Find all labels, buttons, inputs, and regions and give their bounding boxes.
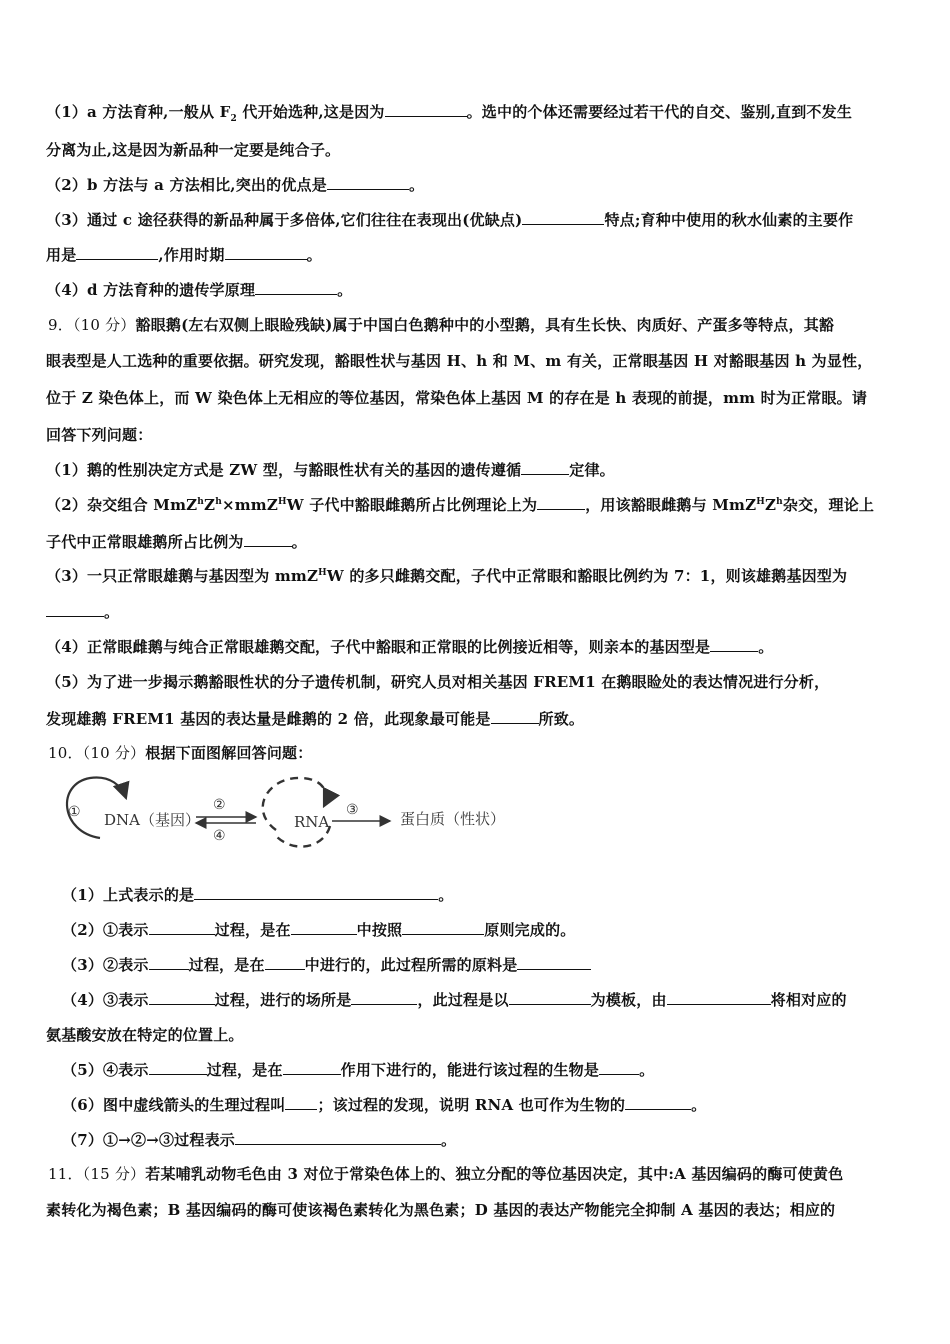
answer-blank — [265, 955, 305, 970]
answer-blank — [625, 1095, 691, 1110]
q9-part2-line1: （2）杂交组合 $MmZ^hZ^h\times mmZ^HW$ 子代中豁眼雌鹅所占比例理论上为 ，用该豁眼雌鹅与 $MmZ^HZ^h$杂交，理论上 — [46, 496, 875, 514]
q9-stem-line2: 眼表型是人工选种的重要依据。研究发现，豁眼性状与基因 H、h 和 M、m 有关，正常眼基因 H 对豁眼基因 h 为显性， — [46, 352, 873, 370]
q9-part3-line1: （3）一只正常眼雄鹅与基因型为 mmZ$^H$W 的多只雌鹅交配，子代中正常眼和豁眼比例约为 7：1，则该雄鹅基因型为 — [46, 567, 848, 585]
answer-blank — [537, 495, 585, 510]
answer-blank — [509, 990, 591, 1005]
answer-blank — [385, 102, 467, 117]
label-2: ② — [213, 797, 226, 813]
q10-part7: （7）①→②→③过程表示 。 — [62, 1131, 457, 1149]
answer-blank — [351, 990, 417, 1005]
q8-part3-line1: （3）通过 c 途径获得的新品种属于多倍体,它们往往在表现出(优缺点) 特点;育种中使用的秋水仙素的主要作 — [46, 211, 854, 229]
label-3: ③ — [346, 802, 359, 818]
q10-part3: （3）②表示 过程，是在 中进行的，此过程所需的原料是 — [62, 955, 924, 975]
q10-part4-line1: （4）③表示 过程，进行的场所是 ，此过程是以 为模板，由 将相对应的 — [62, 991, 847, 1009]
answer-blank — [291, 920, 357, 935]
q10-part2: （2）①表示 过程，是在 中按照 原则完成的。 — [62, 921, 576, 939]
answer-blank — [149, 1060, 207, 1075]
answer-blank — [255, 280, 337, 295]
answer-blank — [244, 532, 292, 547]
q10-part1: （1）上式表示的是 。 — [62, 886, 454, 904]
answer-blank — [521, 460, 569, 475]
q9-part2-line2: 子代中正常眼雄鹅所占比例为 。 — [46, 533, 307, 551]
q9-part5-line2: 发现雄鹅 FREM1 基因的表达量是雌鹅的 2 倍，此现象最可能是 所致。 — [46, 710, 585, 728]
q9-stem-line3: 位于 Z 染色体上，而 W 染色体上无相应的等位基因，常染色体上基因 M 的存在是 h 表现的前提，mm 时为正常眼。请 — [46, 389, 868, 407]
answer-blank — [517, 955, 591, 970]
q10-part4-line2: 氨基酸安放在特定的位置上。 — [46, 1026, 244, 1044]
answer-blank — [149, 955, 189, 970]
q9-stem-line4: 回答下列问题： — [46, 426, 153, 444]
q10-part6: （6）图中虚线箭头的生理过程叫 ；该过程的发现，说明 RNA 也可作为生物的 。 — [62, 1096, 707, 1114]
answer-blank — [710, 637, 758, 652]
dna-label: DNA（基因） — [104, 811, 200, 829]
q9-part3-line2: 。 — [46, 602, 908, 622]
q9-stem-line1: 9．（10 分）豁眼鹅(左右双侧上眼睑残缺)属于中国白色鹅种中的小型鹅，具有生长快、肉质好、产蛋多等特点，其豁 — [48, 316, 835, 334]
q11-stem-line1: 11．（15 分）若某哺乳动物毛色由 3 对位于常染色体上的、独立分配的等位基因决定，其中:A 基因编码的酶可使黄色 — [48, 1165, 844, 1183]
answer-blank — [491, 709, 539, 724]
q8-part4: （4）d 方法育种的遗传学原理 。 — [46, 281, 353, 299]
answer-blank — [235, 1130, 441, 1145]
q11-stem-line2: 素转化为褐色素；B 基因编码的酶可使该褐色素转化为黑色素；D 基因的表达产物能完全抑制 A 基因的表达；相应的 — [46, 1201, 836, 1219]
answer-blank — [522, 210, 604, 225]
answer-blank — [149, 990, 215, 1005]
q9-part1: （1）鹅的性别决定方式是 ZW 型，与豁眼性状有关的基因的遗传遵循 定律。 — [46, 461, 615, 479]
answer-blank — [76, 245, 158, 260]
answer-blank — [402, 920, 484, 935]
answer-blank — [599, 1060, 639, 1075]
q9-part4: （4）正常眼雌鹅与纯合正常眼雄鹅交配，子代中豁眼和正常眼的比例接近相等，则亲本的基因型是 。 — [46, 638, 774, 656]
q10-part5: （5）④表示 过程，是在 作用下进行的，能进行该过程的生物是 。 — [62, 1061, 655, 1079]
answer-blank — [283, 1060, 341, 1075]
q10-stem: 10．（10 分）根据下面图解回答问题： — [48, 744, 313, 762]
label-4: ④ — [213, 828, 226, 844]
q8-part1-line1: （1）a 方法育种,一般从 $F_2$ 代开始选种,这是因为 。选中的个体还需要经过若干代的自交、鉴别,直到不发生 — [46, 103, 853, 122]
q8-part3-line2: 用是 ,作用时期 。 — [46, 246, 322, 264]
protein-label: 蛋白质（性状） — [400, 810, 506, 828]
central-dogma-diagram — [62, 774, 512, 854]
answer-blank — [46, 602, 104, 617]
answer-blank — [225, 245, 307, 260]
rna-label: RNA — [294, 813, 330, 831]
answer-blank — [149, 920, 215, 935]
answer-blank — [667, 990, 771, 1005]
q8-part1-line2: 分离为止,这是因为新品种一定要是纯合子。 — [46, 141, 341, 159]
answer-blank — [194, 885, 438, 900]
answer-blank — [327, 175, 409, 190]
q8-part2: （2）b 方法与 a 方法相比,突出的优点是 。 — [46, 176, 425, 194]
answer-blank — [285, 1095, 317, 1110]
label-1: ① — [68, 804, 81, 820]
q9-part5-line1: （5）为了进一步揭示鹅豁眼性状的分子遗传机制，研究人员对相关基因 FREM1 在鹅眼睑处的表达情况进行分析， — [46, 673, 830, 691]
